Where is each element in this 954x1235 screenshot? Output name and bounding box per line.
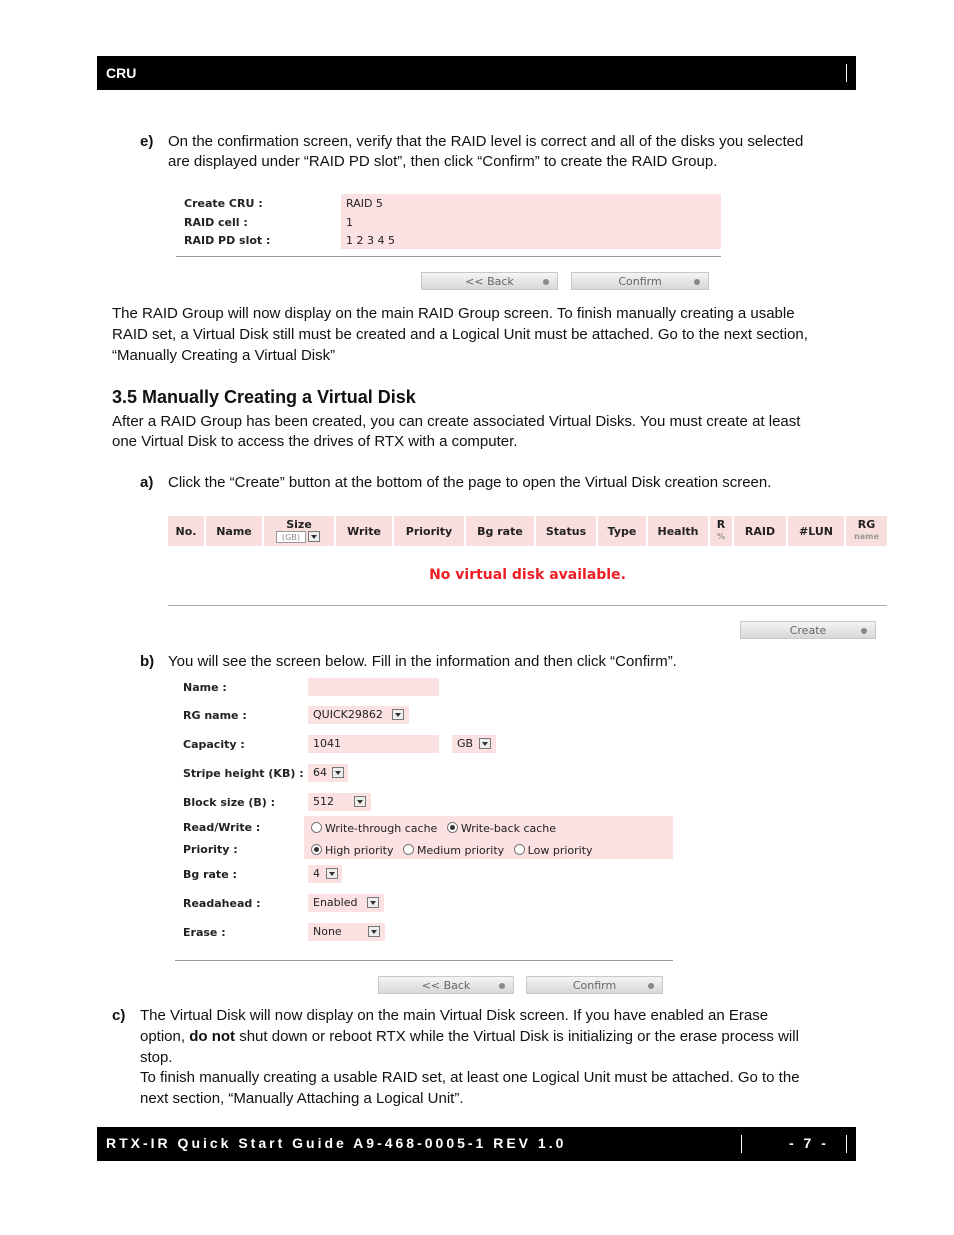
- medium-priority-radio[interactable]: [403, 844, 504, 857]
- priority-label: Priority :: [183, 843, 238, 856]
- section-heading: 3.5 Manually Creating a Virtual Disk: [112, 387, 416, 407]
- button-dot-icon: [861, 628, 867, 634]
- chevron-down-icon: [326, 868, 338, 879]
- back-button[interactable]: [421, 272, 558, 290]
- name-label: Name :: [183, 681, 227, 694]
- write-back-radio[interactable]: [447, 822, 556, 835]
- col-bg-rate: Bg rate: [464, 516, 534, 546]
- col-size-label: Size: [286, 517, 312, 531]
- capacity-unit-select[interactable]: [452, 735, 496, 753]
- chevron-down-icon: [367, 897, 379, 908]
- chevron-down-icon: [354, 796, 366, 807]
- step-e-marker: e): [140, 133, 154, 150]
- confirm-button[interactable]: [571, 272, 709, 290]
- confirm-values-bg: [341, 194, 721, 249]
- col-priority: Priority: [392, 516, 464, 546]
- form-back-button-label: << Back: [421, 979, 471, 992]
- low-priority-label: Low priority: [527, 844, 593, 857]
- step-c-line4: To finish manually creating a usable RAID set, at least one Logical Unit must be attached. Go to the: [140, 1069, 800, 1086]
- stripe-height-select[interactable]: [308, 764, 348, 782]
- col-r-label: R: [716, 518, 726, 531]
- col-raid: RAID: [732, 516, 786, 546]
- col-lun: #LUN: [786, 516, 844, 546]
- header-bar: [97, 56, 856, 90]
- step-c-line2-post: shut down or reboot RTX while the Virtual Disk is initializing or the erase process will: [235, 1028, 799, 1045]
- step-c-line5: next section, “Manually Attaching a Logical Unit”.: [140, 1090, 464, 1107]
- step-b-text: You will see the screen below. Fill in the information and then click “Confirm”.: [168, 653, 677, 670]
- confirm-divider: [176, 256, 721, 257]
- bg-rate-label: Bg rate :: [183, 868, 237, 881]
- radio-off-icon: [514, 844, 525, 855]
- erase-label: Erase :: [183, 926, 226, 939]
- priority-options: [311, 844, 593, 857]
- write-through-radio[interactable]: [311, 822, 437, 835]
- button-dot-icon: [543, 279, 549, 285]
- erase-value: None: [313, 925, 342, 938]
- chevron-down-icon: [368, 926, 380, 937]
- step-c-line2-pre: option,: [140, 1028, 190, 1045]
- step-c-line1: The Virtual Disk will now display on the main Virtual Disk screen. If you have enabled an Erase: [140, 1007, 769, 1024]
- para1-line2: RAID set, a Virtual Disk still must be created and a Logical Unit must be attached. Go to the next section,: [112, 326, 808, 343]
- radio-on-icon: [311, 844, 322, 855]
- capacity-label: Capacity :: [183, 738, 245, 751]
- footer-bar: [97, 1127, 856, 1161]
- create-button[interactable]: [740, 621, 876, 639]
- col-r-sub: %: [716, 532, 725, 541]
- step-c-line2: [140, 1028, 799, 1045]
- para1-line1: The RAID Group will now display on the main RAID Group screen. To finish manually creating a usable: [112, 305, 795, 322]
- confirm-value-cru: RAID 5: [346, 197, 383, 210]
- footer-divider-right: [846, 1135, 847, 1153]
- rg-name-label: RG name :: [183, 709, 247, 722]
- confirm-button-label: Confirm: [618, 275, 662, 288]
- col-write: Write: [334, 516, 392, 546]
- stripe-height-label: Stripe height (KB) :: [183, 767, 304, 780]
- form-confirm-button-label: Confirm: [572, 979, 617, 992]
- step-b-marker: b): [140, 653, 155, 670]
- block-size-label: Block size (B) :: [183, 796, 276, 809]
- step-c-line3: stop.: [140, 1049, 173, 1066]
- step-c-line2-bold: do not: [189, 1028, 236, 1045]
- readahead-value: Enabled: [313, 896, 358, 909]
- section-line1: After a RAID Group has been created, you can create associated Virtual Disks. You must create at least: [112, 413, 801, 430]
- write-back-label: Write-back cache: [460, 822, 557, 835]
- readahead-select[interactable]: [308, 894, 384, 912]
- button-dot-icon: [694, 279, 700, 285]
- low-priority-radio[interactable]: [514, 844, 593, 857]
- form-confirm-button[interactable]: [526, 976, 663, 994]
- col-no: No.: [168, 516, 204, 546]
- high-priority-radio[interactable]: [311, 844, 393, 857]
- col-name: Name: [204, 516, 262, 546]
- col-rg-sub: name: [854, 532, 879, 541]
- header-title: CRU: [106, 65, 137, 81]
- capacity-unit-value: GB: [457, 737, 474, 750]
- footer-divider: [741, 1135, 742, 1153]
- high-priority-label: High priority: [325, 844, 394, 857]
- readahead-label: Readahead :: [183, 897, 261, 910]
- confirm-label-slot: RAID PD slot :: [184, 234, 271, 247]
- chevron-down-icon: [392, 709, 404, 720]
- step-a-text: Click the “Create” button at the bottom of the page to open the Virtual Disk creation screen.: [168, 474, 772, 491]
- section-line2: one Virtual Disk to access the drives of RTX with a computer.: [112, 433, 518, 450]
- write-through-label: Write-through cache: [325, 822, 438, 835]
- col-rg: [844, 516, 887, 546]
- size-unit-select[interactable]: [276, 531, 322, 543]
- confirm-label-cell: RAID cell :: [184, 216, 248, 229]
- footer-title: RTX-IR Quick Start Guide A9-468-0005-1 REV 1.0: [106, 1135, 567, 1151]
- col-type: Type: [596, 516, 646, 546]
- stripe-height-value: 64: [313, 766, 327, 779]
- chevron-down-icon: [332, 767, 344, 778]
- col-status: Status: [534, 516, 596, 546]
- chevron-down-icon: [308, 531, 320, 542]
- step-a-marker: a): [140, 474, 154, 491]
- confirm-value-cell: 1: [346, 216, 353, 229]
- col-r: [708, 516, 732, 546]
- block-size-select[interactable]: [308, 793, 371, 811]
- confirm-value-slot: 1 2 3 4 5: [346, 234, 395, 247]
- vd-table-divider: [168, 605, 887, 606]
- button-dot-icon: [499, 983, 505, 989]
- col-health: Health: [646, 516, 708, 546]
- radio-off-icon: [403, 844, 414, 855]
- erase-select[interactable]: [308, 923, 385, 941]
- header-divider: [846, 64, 847, 82]
- step-e-line1: On the confirmation screen, verify that the RAID level is correct and all of the disks you selected: [168, 133, 804, 150]
- rg-name-select[interactable]: [308, 706, 409, 724]
- create-button-label: Create: [789, 624, 827, 637]
- bg-rate-select[interactable]: [308, 865, 342, 883]
- medium-priority-label: Medium priority: [416, 844, 505, 857]
- vd-form-divider: [175, 960, 673, 961]
- confirm-label-cru: Create CRU :: [184, 197, 263, 210]
- col-size: [262, 516, 334, 546]
- rg-name-value: QUICK29862: [313, 708, 383, 721]
- radio-off-icon: [311, 822, 322, 833]
- read-write-options: [311, 822, 556, 835]
- button-dot-icon: [648, 983, 654, 989]
- read-write-label: Read/Write :: [183, 821, 261, 834]
- para1-line3: “Manually Creating a Virtual Disk”: [112, 347, 336, 364]
- name-input[interactable]: [308, 678, 439, 696]
- vd-table-header: [168, 516, 887, 546]
- step-c-marker: c): [112, 1007, 126, 1024]
- form-back-button[interactable]: [378, 976, 514, 994]
- bg-rate-value: 4: [313, 867, 320, 880]
- empty-message: No virtual disk available.: [429, 567, 626, 583]
- block-size-value: 512: [313, 795, 334, 808]
- size-unit-value: (GB): [276, 531, 306, 543]
- capacity-input[interactable]: 1041: [308, 735, 439, 753]
- radio-on-icon: [447, 822, 458, 833]
- chevron-down-icon: [479, 738, 491, 749]
- back-button-label: << Back: [465, 275, 514, 288]
- page-number: - 7 -: [789, 1135, 829, 1151]
- col-rg-label: RG: [857, 518, 876, 531]
- step-e-line2: are displayed under “RAID PD slot”, then click “Confirm” to create the RAID Group.: [168, 153, 718, 170]
